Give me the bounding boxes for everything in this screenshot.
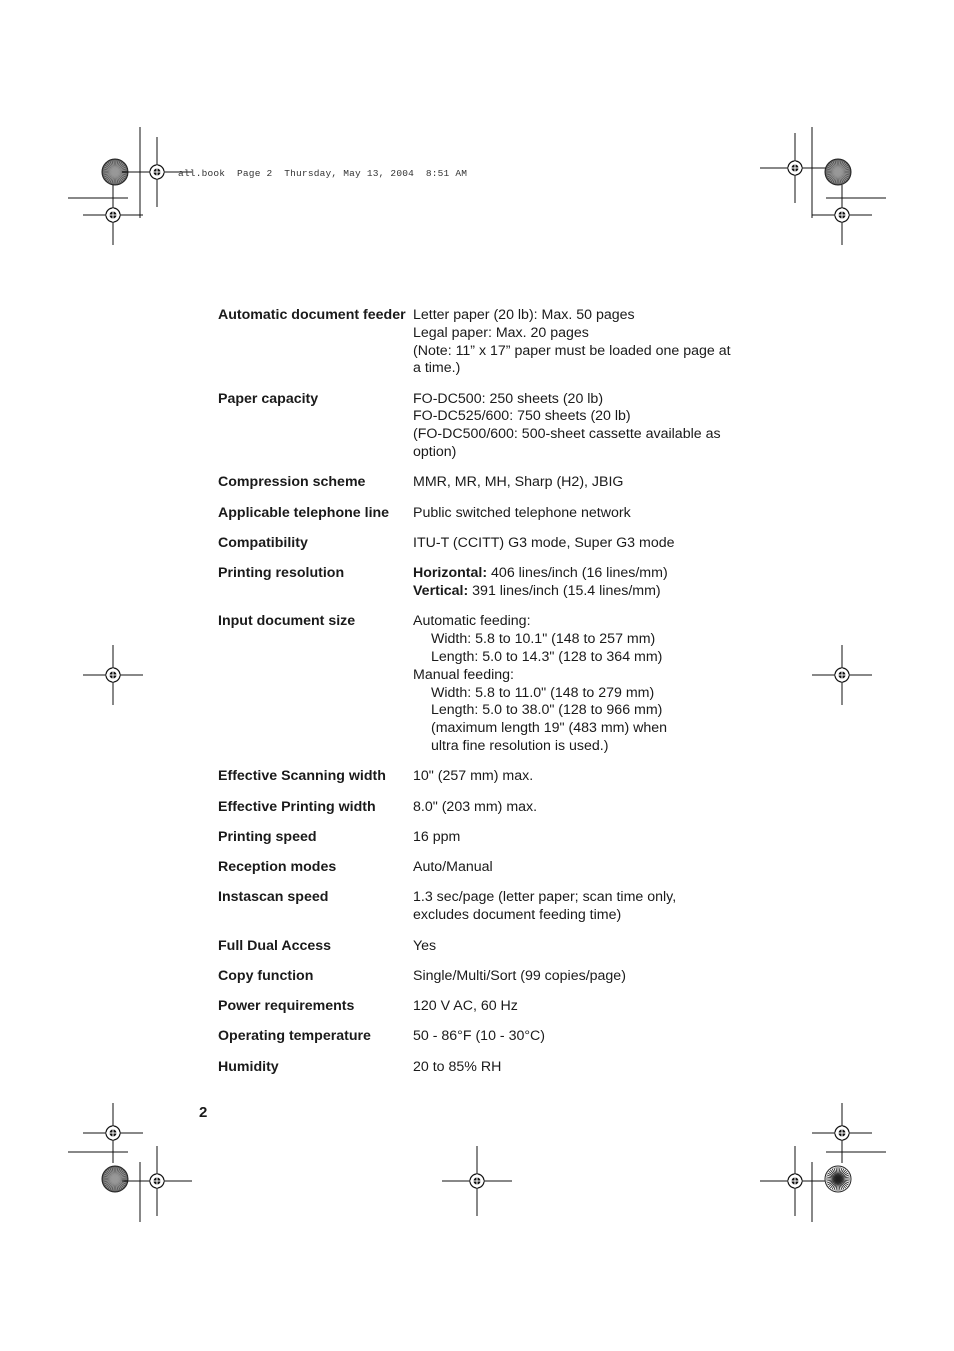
spec-value <box>413 768 748 786</box>
spec-value-line <box>413 938 748 956</box>
spec-row <box>218 535 748 553</box>
spec-row <box>218 391 748 462</box>
spec-value-text: 406 lines/inch (16 lines/mm) <box>487 565 668 582</box>
specifications-table <box>218 307 748 1089</box>
spec-value-text: Letter paper (20 lb): Max. 50 pages <box>413 307 635 323</box>
spec-row <box>218 938 748 956</box>
spec-value-line <box>413 307 748 325</box>
spec-value-line <box>413 474 748 492</box>
spec-label: Full Dual Access <box>218 937 332 954</box>
spec-value <box>413 1028 748 1046</box>
spec-value <box>413 1059 748 1077</box>
spec-value-text: Width: 5.8 to 10.1" (148 to 257 mm) <box>431 631 656 648</box>
spec-value-line <box>413 768 748 786</box>
spec-value <box>413 565 748 601</box>
spec-label: Paper capacity <box>218 390 319 407</box>
spec-row <box>218 307 748 378</box>
spec-row <box>218 505 748 523</box>
spec-value-line <box>413 738 748 756</box>
print-header-stamp: all.book Page 2 Thursday, May 13, 2004 8:51 AM <box>178 168 468 179</box>
spec-value-text: Length: 5.0 to 38.0" (128 to 966 mm) <box>431 702 663 719</box>
spec-value-line <box>413 408 748 426</box>
spec-label: Applicable telephone line <box>218 504 390 521</box>
spec-value-line <box>413 613 748 631</box>
spec-value-line <box>413 1059 748 1077</box>
spec-value-text: 8.0" (203 mm) max. <box>413 798 538 815</box>
spec-value-text: Public switched telephone network <box>413 504 631 521</box>
spec-row <box>218 829 748 847</box>
spec-row <box>218 859 748 877</box>
spec-value <box>413 998 748 1016</box>
spec-value-text: 50 - 86°F (10 - 30°C) <box>413 1028 545 1045</box>
spec-label: Compression scheme <box>218 474 366 491</box>
spec-value-text: Automatic feeding: <box>413 613 531 630</box>
spec-value-line <box>413 667 748 685</box>
spec-value-line <box>413 720 748 738</box>
spec-label: Reception modes <box>218 859 337 876</box>
spec-value-text: ITU-T (CCITT) G3 mode, Super G3 mode <box>413 534 675 551</box>
spec-label: Humidity <box>218 1058 279 1075</box>
spec-value-emphasis: Horizontal: <box>413 565 488 582</box>
spec-value-line <box>413 426 748 444</box>
spec-row <box>218 474 748 492</box>
spec-label: Input document size <box>218 613 356 630</box>
spec-label: Compatibility <box>218 534 308 551</box>
spec-value-line <box>413 998 748 1016</box>
spec-value-text: 1.3 sec/page (letter paper; scan time only, <box>413 889 677 906</box>
spec-value <box>413 829 748 847</box>
spec-value-line <box>413 649 748 667</box>
spec-value-line <box>413 968 748 986</box>
spec-value <box>413 391 748 462</box>
spec-value-line <box>413 391 748 409</box>
spec-value-line <box>413 535 748 553</box>
spec-value <box>413 474 748 492</box>
spec-value-text: Legal paper: Max. 20 pages <box>413 324 589 341</box>
spec-row <box>218 889 748 925</box>
spec-value <box>413 535 748 553</box>
spec-value-line <box>413 829 748 847</box>
spec-value-line <box>413 360 748 378</box>
spec-label: Operating temperature <box>218 1028 371 1045</box>
spec-label: Printing speed <box>218 828 317 845</box>
spec-value-text: FO-DC525/600: 750 sheets (20 lb) <box>413 408 631 425</box>
spec-label: Effective Printing width <box>218 798 376 815</box>
spec-row <box>218 998 748 1016</box>
spec-label: Copy function <box>218 967 314 984</box>
spec-row <box>218 968 748 986</box>
spec-row <box>218 613 748 755</box>
spec-label: Effective Scanning width <box>218 768 386 785</box>
spec-value-line <box>413 565 748 583</box>
spec-value-text: a time.) <box>413 360 461 377</box>
spec-value <box>413 859 748 877</box>
spec-value <box>413 968 748 986</box>
spec-value-line <box>413 505 748 523</box>
spec-label: Power requirements <box>218 998 355 1015</box>
spec-value-text: MMR, MR, MH, Sharp (H2), JBIG <box>413 474 624 491</box>
spec-value <box>413 938 748 956</box>
spec-value-text: 120 V AC, 60 Hz <box>413 998 518 1015</box>
spec-row <box>218 565 748 601</box>
spec-value-text: ultra fine resolution is used.) <box>431 737 609 754</box>
spec-value <box>413 799 748 817</box>
spec-row <box>218 768 748 786</box>
spec-row <box>218 799 748 817</box>
spec-value-text: (FO-DC500/600: 500-sheet cassette available as <box>413 426 721 443</box>
spec-value-text: Auto/Manual <box>413 859 493 876</box>
spec-value-text: 16 ppm <box>413 828 461 845</box>
spec-value-text: option) <box>413 444 457 461</box>
spec-label: Printing resolution <box>218 565 345 582</box>
spec-value-text: Width: 5.8 to 11.0" (148 to 279 mm) <box>431 684 655 701</box>
spec-value-text: 20 to 85% RH <box>413 1058 502 1075</box>
spec-value-line <box>413 631 748 649</box>
spec-value <box>413 307 748 378</box>
spec-value-emphasis: Vertical: <box>413 583 469 600</box>
spec-value-line <box>413 325 748 343</box>
spec-row <box>218 1059 748 1077</box>
spec-value <box>413 505 748 523</box>
spec-value-line <box>413 859 748 877</box>
spec-value-line <box>413 1028 748 1046</box>
spec-value-text: Single/Multi/Sort (99 copies/page) <box>413 967 626 984</box>
spec-value-text: excludes document feeding time) <box>413 907 622 924</box>
spec-value-line <box>413 799 748 817</box>
spec-value-text: (maximum length 19" (483 mm) when <box>431 720 668 737</box>
spec-value-line <box>413 444 748 462</box>
spec-row <box>218 1028 748 1046</box>
spec-value-line <box>413 907 748 925</box>
spec-label: Automatic document feeder <box>218 307 406 323</box>
spec-label: Instascan speed <box>218 889 329 906</box>
spec-value-text: Manual feeding: <box>413 666 514 683</box>
spec-value-line <box>413 685 748 703</box>
spec-value-text: FO-DC500: 250 sheets (20 lb) <box>413 390 604 407</box>
spec-value-text: Yes <box>413 937 437 954</box>
spec-value-text: 10" (257 mm) max. <box>413 768 534 785</box>
spec-value <box>413 889 748 925</box>
spec-value-line <box>413 583 748 601</box>
spec-value-line <box>413 889 748 907</box>
page-number: 2 <box>199 1104 208 1121</box>
spec-value <box>413 613 748 755</box>
spec-value-line <box>413 702 748 720</box>
spec-value-text: (Note: 11” x 17” paper must be loaded one page at <box>413 342 731 359</box>
spec-value-text: Length: 5.0 to 14.3" (128 to 364 mm) <box>431 648 663 665</box>
spec-value-text: 391 lines/inch (15.4 lines/mm) <box>468 583 661 600</box>
spec-value-line <box>413 343 748 361</box>
